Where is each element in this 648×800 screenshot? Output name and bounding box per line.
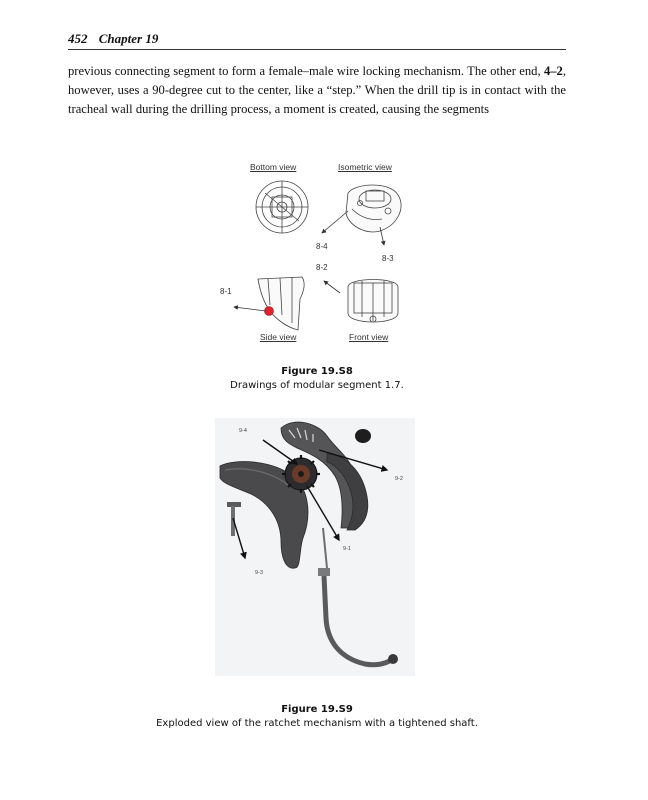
arrow-8-1 [234, 307, 266, 311]
body-bold-ref: 4–2 [543, 64, 563, 78]
front-view-drawing [348, 280, 398, 323]
arrow-8-2 [324, 281, 340, 293]
figure-8-drawings [220, 155, 430, 350]
callout-9-2: 9-2 [395, 476, 403, 482]
callout-8-1: 8-1 [220, 287, 232, 296]
figure-9-title: Figure 19.S9 [281, 704, 353, 715]
figure-9-exploded-view [215, 418, 415, 676]
figure-8-svg [220, 155, 430, 350]
header-divider [68, 49, 566, 50]
callout-9-4: 9-4 [239, 428, 247, 434]
arrow-9-3 [233, 518, 245, 558]
page-number: 452 [68, 31, 88, 46]
bottom-view-label: Bottom view [250, 162, 297, 172]
figure-9-svg [215, 418, 415, 676]
side-view-label: Side view [260, 332, 297, 342]
bottom-view-drawing [256, 181, 308, 233]
body-text-start: previous connecting segment to form a female–male wire locking mechanism. The other end, [68, 64, 544, 78]
body-paragraph [68, 62, 566, 119]
running-header [68, 31, 566, 49]
end-cap [355, 429, 371, 443]
body-text-end: , however, uses a 90-degree cut to the center, like a “step.” When the drill tip is in contact with the tracheal wall during the drilling process, a moment is created, causing the segments [68, 64, 566, 116]
callout-8-4: 8-4 [316, 242, 328, 251]
tightened-shaft [318, 528, 398, 665]
figure-9-caption [68, 703, 566, 731]
arrow-8-4 [322, 211, 348, 233]
callout-9-3: 9-3 [255, 570, 263, 576]
figure-8-description: Drawings of modular segment 1.7. [230, 380, 404, 391]
side-view-drawing [258, 277, 304, 330]
figure-8-caption [68, 365, 566, 393]
front-view-label: Front view [349, 332, 389, 342]
callout-9-1: 9-1 [343, 546, 351, 552]
isometric-view-label: Isometric view [338, 162, 392, 172]
callout-8-2: 8-2 [316, 263, 328, 272]
isometric-view-drawing [346, 185, 401, 232]
callout-8-3: 8-3 [382, 254, 394, 263]
figure-9-description: Exploded view of the ratchet mechanism with a tightened shaft. [156, 718, 478, 729]
figure-8-title: Figure 19.S8 [281, 366, 353, 377]
chapter-title: Chapter 19 [98, 31, 159, 46]
